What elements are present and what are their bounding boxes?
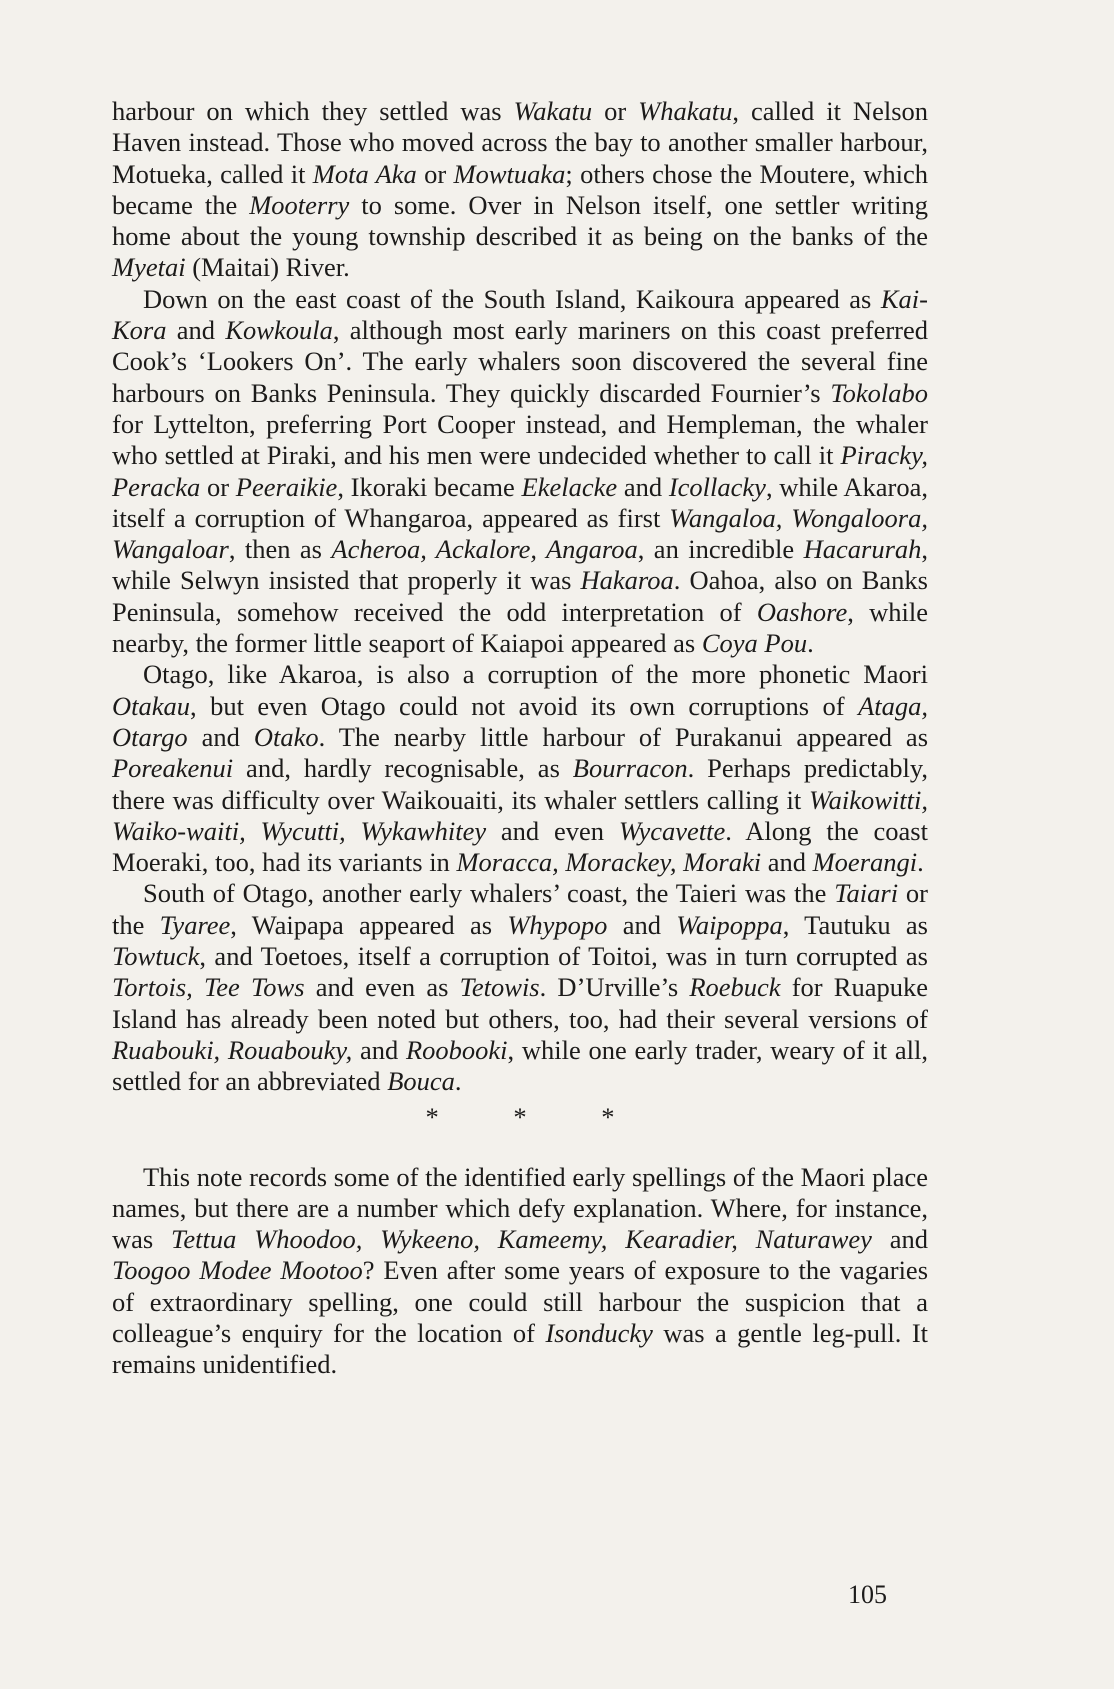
text-run: , while one early trader, weary of it all, settled for an abbreviated [112, 1034, 928, 1097]
italic-place-name: Hakaroa [580, 565, 674, 596]
italic-place-name: Wycavette [618, 815, 726, 846]
text-run: for Ruapuke Island has already been noted but others, too, had their several versions of [112, 972, 928, 1034]
text-run: or the [112, 878, 928, 940]
italic-place-name: Bourracon [572, 753, 688, 784]
text-run: and [187, 721, 254, 752]
text-run: , and Toetoes, itself a corruption of Toitoi, was in turn corrupted as [199, 941, 928, 972]
italic-place-name: Mooterry [249, 189, 350, 220]
italic-place-name: Taiari [834, 878, 899, 909]
italic-place-name: Tokolabo [830, 377, 928, 408]
italic-place-name: Ruabouki, Rouabouky, [112, 1034, 353, 1065]
text-run: This note records some of the identified early spellings of the Maori place names, but there are a number which defy explanation. Where, for instance, was [112, 1161, 928, 1255]
italic-place-name: Wakatu [513, 96, 593, 126]
italic-place-name: Whakatu [638, 96, 733, 126]
italic-place-name: Mota Aka [312, 158, 417, 189]
italic-place-name: Acheroa, Ackalore, Angaroa [331, 534, 638, 565]
text-run: . Oahoa, also on Banks Peninsula, somehow received the odd interpretation of [112, 565, 928, 627]
text-run: and [871, 1224, 929, 1255]
paragraph-4 [112, 878, 928, 1097]
text-run: , Ikoraki became [337, 471, 522, 502]
italic-place-name: Tyaree [159, 909, 231, 940]
italic-place-name: Otakau [112, 690, 191, 721]
section-separator [112, 1102, 928, 1136]
italic-place-name: Oashore [756, 596, 848, 627]
italic-place-name: Waipoppa [676, 909, 783, 940]
text-run: , but even Otago could not avoid its own corruptions of [190, 690, 859, 721]
text-run: for Lyttelton, preferring Port Cooper instead, and Hempleman, the whaler who settled at Piraki, and his men were undecided whether to call it [112, 408, 928, 471]
text-run: or [592, 96, 639, 126]
italic-place-name: Kowkoula [225, 315, 333, 346]
text-run: or [416, 158, 454, 189]
text-run: and even [486, 815, 619, 846]
text-run: and [761, 847, 813, 878]
italic-place-name: Roobooki [405, 1034, 508, 1065]
separator-asterisk: * [601, 1101, 615, 1132]
text-run: and [607, 909, 677, 940]
paragraph-1 [112, 96, 928, 284]
text-run: , although most early mariners on this coast preferred Cook’s ‘Lookers On’. The early whalers soon discovered the several fine harbours on Banks Peninsula. They quickly discarded Fournier’s [112, 315, 928, 408]
text-run: ; others chose the Moutere, which became the [112, 158, 929, 220]
text-run: . [454, 1066, 462, 1097]
italic-place-name: Piracky, Peracka [112, 440, 928, 502]
italic-place-name: Tortois, Tee Tows [112, 972, 305, 1003]
italic-place-name: Moracca, Morackey, Moraki [456, 847, 762, 878]
italic-place-name: Ekelacke [521, 471, 618, 502]
italic-place-name: Moerangi [812, 847, 918, 878]
italic-place-name: Myetai [112, 252, 186, 283]
italic-place-name: Isonducky [545, 1317, 653, 1348]
text-run: , while Selwyn insisted that properly it was [112, 534, 929, 596]
text-run: . The nearby little harbour of Purakanui appeared as [318, 721, 929, 752]
text-run: Down on the east coast of the South Island, Kaikoura appeared as [143, 283, 881, 314]
text-run: or [200, 471, 236, 502]
text-run: . Perhaps predictably, there was difficulty over Waikouaiti, its whaler settlers calling it [112, 753, 928, 815]
paragraph-2 [112, 284, 928, 660]
text-run: . Along the coast Moeraki, too, had its variants in [112, 815, 928, 878]
text-run: ? Even after some years of exposure to the vagaries of extraordinary spelling, one could still harbour the suspicion that a colleague’s enquiry for the location of [112, 1255, 929, 1348]
italic-place-name: Tettua Whoodoo, Wykeeno, Kameemy, Kearadier, Naturawey [171, 1224, 872, 1255]
italic-place-name: Poreakenui [112, 753, 234, 784]
italic-place-name: Tetowis [459, 972, 540, 1003]
text-run: , while Akaroa, itself a corruption of Whangaroa, appeared as first [112, 471, 929, 533]
italic-place-name: Bouca [387, 1066, 455, 1097]
italic-place-name: Hacarurah [803, 534, 922, 565]
italic-place-name: Whypopo [507, 909, 608, 940]
text-run: . [807, 628, 814, 659]
text-run: and even as [304, 972, 460, 1003]
italic-place-name: Peeraikie [235, 471, 338, 502]
italic-place-name: Roebuck [689, 972, 781, 1003]
text-run: . D’Urville’s [539, 972, 690, 1003]
text-run: South of Otago, another early whalers’ coast, the Taieri was the [143, 878, 835, 909]
italic-place-name: Icollacky [668, 471, 766, 502]
closing-paragraph [112, 1162, 928, 1381]
italic-place-name: Waikowitti, Waiko-waiti, Wycutti, Wykawhitey [112, 784, 928, 846]
italic-place-name: Coya Pou [701, 628, 808, 659]
italic-place-name: Towtuck [112, 941, 200, 972]
text-run: was a gentle leg-pull. It remains unidentified. [112, 1317, 929, 1380]
separator-asterisk: * [425, 1101, 439, 1132]
page-number: 105 [848, 1580, 887, 1609]
text-run: (Maitai) River. [185, 252, 350, 283]
text-run: , while nearby, the former little seaport of Kaiapoi appeared as [112, 596, 929, 659]
text-run: , then as [228, 534, 332, 565]
italic-place-name: Toogoo Modee Mootoo [112, 1255, 363, 1286]
text-run: and [352, 1034, 406, 1065]
text-run: , an incredible [637, 534, 804, 565]
italic-place-name: Wangaloa, Wongaloora, Wangaloar [112, 502, 928, 565]
italic-place-name: Kai-Kora [112, 283, 928, 346]
text-run: and [617, 471, 669, 502]
text-run: , Tautuku as [782, 909, 928, 940]
text-run: , Waipapa appeared as [230, 909, 508, 940]
text-run: harbour on which they settled was [112, 96, 514, 126]
body-text [112, 96, 928, 1381]
italic-place-name: Otako [253, 721, 319, 752]
italic-place-name: Ataga, Otargo [112, 690, 928, 752]
text-run: Otago, like Akaroa, is also a corruption of the more phonetic Maori [143, 659, 928, 690]
text-run: to some. Over in Nelson itself, one settler writing home about the young township described it as being on the banks of the [112, 189, 928, 252]
text-run: and [166, 315, 226, 346]
separator-asterisk: * [513, 1101, 527, 1132]
text-run: and, hardly recognisable, as [233, 753, 573, 784]
text-run: . [917, 847, 924, 878]
paragraph-3 [112, 659, 928, 878]
italic-place-name: Mowtuaka [453, 158, 566, 189]
text-run: , called it Nelson Haven instead. Those who moved across the bay to another smaller harbour, Motueka, called it [112, 96, 929, 189]
